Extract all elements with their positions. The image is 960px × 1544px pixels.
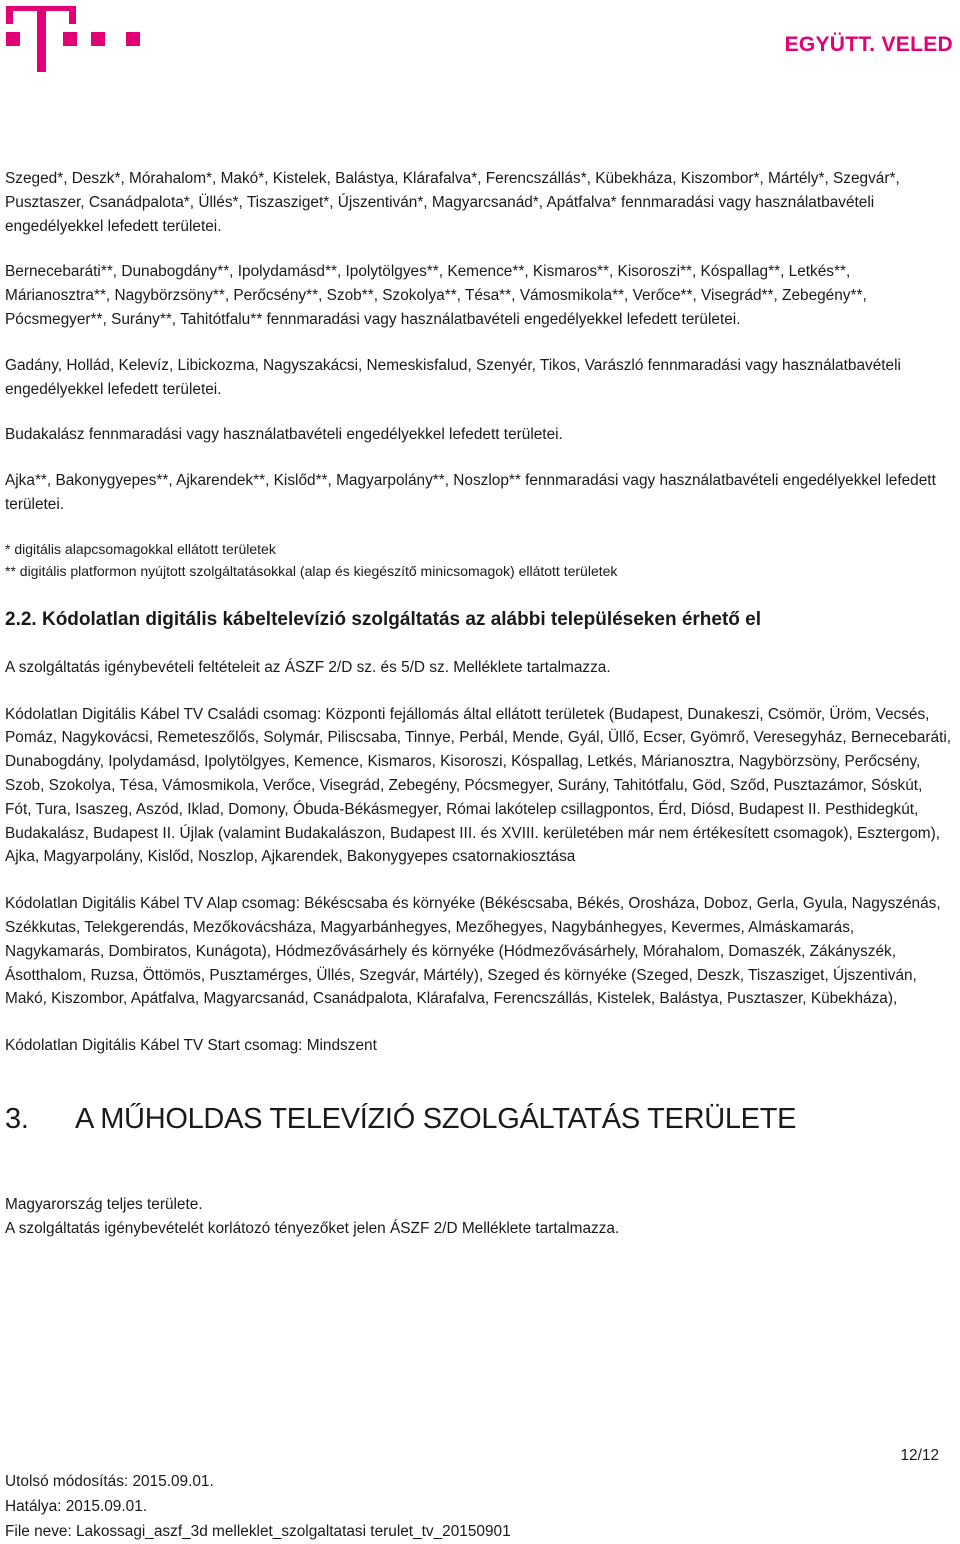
paragraph-satellite-limits: A szolgáltatás igénybevételét korlátozó tényezőket jelen ÁSZF 2/D Melléklete tartalmazza.: [5, 1219, 620, 1237]
footnote-single-star: * digitális alapcsomagokkal ellátott területek: [5, 540, 276, 557]
section-title: A MŰHOLDAS TELEVÍZIÓ SZOLGÁLTATÁS TERÜLETE: [75, 1102, 797, 1135]
page-number: 12/12: [900, 1447, 939, 1464]
paragraph-family-package: Kódolatlan Digitális Kábel TV Családi csomag: Központi fejállomás által ellátott területek (Budapest, Dunakeszi, Csömör, Üröm, Vecsés, Pomáz, Nagykovácsi, Remeteszőlős, Solymár, Piliscsaba, Tinnye, Perbál, Mende, Gyál, Üllő, Ecser, Gyömrő, Veresegyház, Bernecebaráti, Dunabogdány, Ipolydamásd, Ipolytölgyes, Kemence, Kismaros, Kisoroszi, Kóspallag, Letkés, Márianosztra, Nagybörzsöny, Perőcsény, Szob, Szokolya, Tésa, Vámosmikola, Verőce, Visegrád, Zebegény, Pócsmegyer, Surány, Tahitótfalu, Göd, Sződ, Pusztazámor, Sóskút, Fót, Tura, Isaszeg, Aszód, Iklad, Domony, Óbuda-Békásmegyer, Római lakótelep csillagpontos, Érd, Diósd, Budapest II. Pesthidegkút, Budakalász, Budapest II. Újlak (valamint Budakalászon, Budapest III. és XVIII. kerületében már nem értékesített csomagok), Esztergom), Ajka, Magyarpolány, Kislőd, Noszlop, Ajkarendek, Bakonygyepes csatornakiosztása: [5, 705, 952, 866]
paragraph-ajka-area: Ajka**, Bakonygyepes**, Ajkarendek**, Kislőd**, Magyarpolány**, Noszlop** fennmaradási vagy használatbavételi engedélyekkel lefedett területei.: [5, 472, 936, 513]
paragraph-danube-bend-area: Bernecebaráti**, Dunabogdány**, Ipolydamásd**, Ipolytölgyes**, Kemence**, Kismaros**, Kisoroszi**, Kóspallag**, Letkés**, Márianosztra**, Nagybörzsöny**, Perőcsény**, Szob**, Szokolya**, Tésa**, Vámosmikola**, Verőce**, Visegrád**, Zebegény**, Pócsmegyer**, Surány**, Tahitótfalu** fennmaradási vagy használatbavételi engedélyekkel lefedett területei.: [5, 263, 867, 328]
paragraph-conditions: A szolgáltatás igénybevételi feltételeit az ÁSZF 2/D sz. és 5/D sz. Melléklete tartalmazza.: [5, 658, 611, 676]
telekom-logo: [6, 6, 140, 72]
paragraph-basic-package: Kódolatlan Digitális Kábel TV Alap csomag: Békéscsaba és környéke (Békéscsaba, Békés, Orosháza, Doboz, Gerla, Gyula, Nagyszénás, Székkutas, Telekgerendás, Mezőkovácsháza, Magyarbánhegyes, Mezőhegyes, Nagybánhegyes, Kevermes, Almáskamarás, Nagykamarás, Dombiratos, Kunágota), Hódmezővásárhely és környéke (Hódmezővásárhely, Mórahalom, Domaszék, Zákányszék, Ásotthalom, Ruzsa, Öttömös, Pusztamérges, Üllés, Szegvár, Mártély), Szeged és környéke (Szeged, Deszk, Tiszasziget, Újszentiván, Makó, Kiszombor, Apátfalva, Magyarcsanád, Csanádpalota, Klárafalva, Ferencszállás, Kistelek, Balástya, Pusztaszer, Kübekháza),: [5, 895, 941, 1008]
paragraph-budakalasz: Budakalász fennmaradási vagy használatbavételi engedélyekkel lefedett területei.: [5, 426, 563, 444]
document-body: [5, 167, 953, 1241]
footer: [5, 1469, 511, 1544]
last-modified: Utolsó módosítás: 2015.09.01.: [5, 1473, 214, 1490]
section-number: 3.: [5, 1102, 29, 1135]
section-heading-3: [5, 1099, 953, 1139]
paragraph-start-package: Kódolatlan Digitális Kábel TV Start csomag: Mindszent: [5, 1037, 377, 1055]
paragraph-szeged-area: Szeged*, Deszk*, Mórahalom*, Makó*, Kistelek, Balástya, Klárafalva*, Ferencszállás*, Kübekháza, Kiszombor*, Mártély*, Szegvár*, Pusztaszer, Csanádpalota*, Üllés*, Tiszasziget*, Újszentiván*, Magyarcsanád*, Apátfalva* fennmaradási vagy használatbavételi engedélyekkel lefedett területei.: [5, 170, 900, 235]
slogan: EGYÜTT. VELED: [784, 33, 953, 56]
footnote-double-star: ** digitális platformon nyújtott szolgáltatásokkal (alap és kiegészítő minicsomagok) ellátott területek: [5, 562, 618, 579]
paragraph-somogy-area: Gadány, Hollád, Kelevíz, Libickozma, Nagyszakácsi, Nemeskisfalud, Szenyér, Tikos, Varászló fennmaradási vagy használatbavételi engedélyekkel lefedett területei.: [5, 356, 901, 398]
effective-date: Hatálya: 2015.09.01.: [5, 1498, 148, 1515]
file-name: File neve: Lakossagi_aszf_3d melleklet_szolgaltatasi terulet_tv_20150901: [5, 1523, 511, 1540]
paragraph-satellite-coverage: Magyarország teljes területe.: [5, 1195, 203, 1213]
section-heading-2-2: 2.2. Kódolatlan digitális kábeltelevízió szolgáltatás az alábbi településeken érhető el: [5, 608, 762, 630]
